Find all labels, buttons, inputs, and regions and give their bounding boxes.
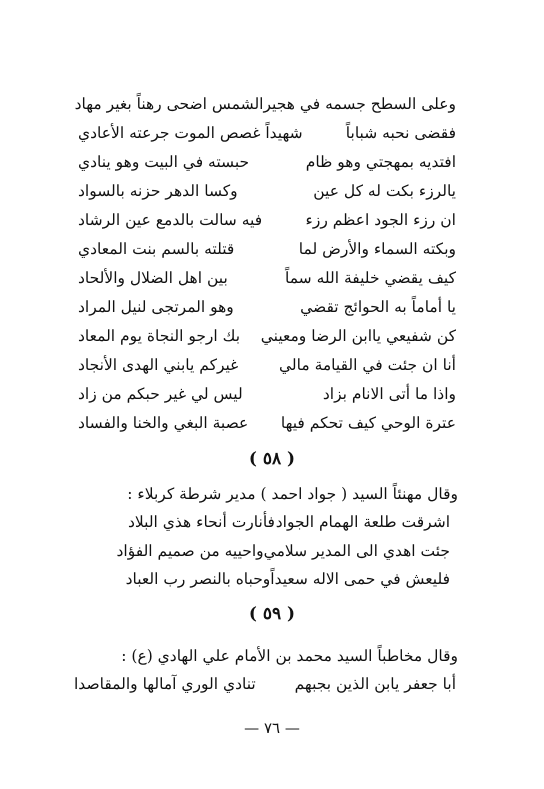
verse-line [78,209,456,231]
verse-first-hemistich: يالرزء بكت له كل عين [313,182,456,200]
verse-first-hemistich: كن شفيعي ياابن الرضا ومعيني [260,327,456,345]
verse-second-hemistich: وكسا الدهر حزنه بالسواد [78,182,238,200]
verse-line [78,354,456,376]
verse-second-hemistich: عصبة البغي والخنا والفساد [78,414,249,432]
verse-second-hemistich: شهيداً غصص الموت جرعته الأعادي [78,124,303,142]
verse-line [78,412,456,434]
verse-line [78,151,456,173]
verse-line [125,568,450,590]
verse-second-hemistich: الشمس اضحى رهناً بغير مهاد [74,95,264,113]
verse-line [128,511,450,533]
section-number-59: ( ٥٩ ) [248,604,296,624]
verse-first-hemistich: افتديه بمهجتي وهو ظام [305,153,456,171]
verse-first-hemistich: وبكته السماء والأرض لما [298,240,456,258]
verse-line [78,180,456,202]
verse-line [78,122,456,144]
verse-first-hemistich: جئت اهدي الى المدير سلامي [263,542,450,560]
section-number-58: ( ٥٨ ) [248,449,296,469]
verse-first-hemistich: فقضى نحبه شباباً [345,124,456,142]
verse-first-hemistich: وعلى السطح جسمه في هجير [263,95,456,113]
verse-second-hemistich: بك ارجو النجاة يوم المعاد [78,327,241,345]
verse-second-hemistich: غيركم يابني الهدى الأنجاد [78,356,239,374]
verse-second-hemistich: فأنارت أنحاء هذي البلاد [128,513,275,531]
verse-first-hemistich: عترة الوحي كيف تحكم فيها [280,414,456,432]
verse-second-hemistich: وهو المرتجى لنيل المراد [78,298,234,316]
verse-line [74,673,456,695]
verse-first-hemistich: كيف يقضي خليفة الله سماً [284,269,456,287]
verse-line [78,238,456,260]
verse-second-hemistich: ليس لي غير حبكم من زاد [78,385,243,403]
verse-second-hemistich: فيه سالت بالدمع عين الرشاد [78,211,263,229]
verse-second-hemistich: واحييه من صميم الفؤاد [116,542,264,560]
section-58-intro: وقال مهنئاً السيد ( جواد احمد ) مدير شرطة كربلاء : [127,485,458,503]
verse-second-hemistich: قتلته بالسم بنت المعادي [78,240,235,258]
verse-line [78,296,456,318]
verse-first-hemistich: اشرقت طلعة الهمام الجواد [275,513,450,531]
verse-line [78,383,456,405]
verse-line [78,325,456,347]
page-number: — ٧٦ — [244,719,300,737]
verse-first-hemistich: ان رزء الجود اعظم رزء [305,211,456,229]
verse-first-hemistich: أبا جعفر يابن الذين بجبهم [294,675,456,693]
verse-first-hemistich: يا أماماً به الحوائج تقضي [300,298,456,316]
verse-line [78,267,456,289]
verse-second-hemistich: حبسته في البيت وهو ينادي [78,153,250,171]
verse-second-hemistich: وحباه بالنصر رب العباد [125,570,271,588]
section-59-intro: وقال مخاطباً السيد محمد بن الأمام علي الهادي (ع) : [121,647,458,665]
verse-line [74,93,456,115]
verse-second-hemistich: تنادي الوري آمالها والمقاصدا [74,675,256,693]
verse-line [116,540,450,562]
verse-first-hemistich: فليعش في حمى الاله سعيداً [270,570,450,588]
verse-first-hemistich: أنا ان جئت في القيامة مالي [278,356,456,374]
verse-second-hemistich: بين اهل الضلال والألحاد [78,269,228,287]
verse-first-hemistich: واذا ما أتى الانام بزاد [322,385,456,403]
